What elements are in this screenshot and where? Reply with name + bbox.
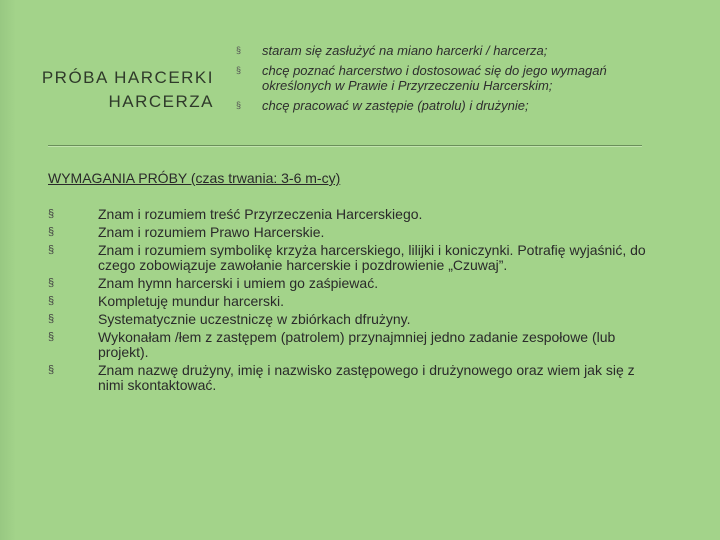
intro-list: [232, 43, 652, 118]
bullet-icon: §: [48, 364, 55, 376]
bullet-icon: §: [48, 295, 55, 307]
intro-item: [232, 98, 652, 113]
list-item-text: Znam hymn harcerski i umiem go zaśpiewać.: [98, 275, 379, 291]
list-item: [48, 363, 658, 393]
list-item-text: Znam i rozumiem treść Przyrzeczenia Harcerskiego.: [98, 206, 423, 222]
bullet-icon: §: [236, 45, 242, 55]
horizontal-divider: [48, 145, 642, 146]
bullet-icon: §: [48, 226, 55, 238]
list-item-text: Kompletuję mundur harcerski.: [98, 293, 284, 309]
intro-item: [232, 63, 652, 93]
requirements-heading: [48, 170, 340, 186]
list-item-text: Wykonałam /łem z zastępem (patrolem) przynajmniej jedno zadanie zespołowe (lub projekt).: [98, 329, 616, 360]
list-item-text: Znam i rozumiem symbolikę krzyża harcerskiego, lilijki i koniczynki. Potrafię wyjaśnić, do czego zobowiązuje zawołanie harcerskie i pozdrowienie „Czuwaj”.: [98, 242, 646, 273]
requirements-list: [48, 207, 658, 396]
list-item: [48, 276, 658, 291]
list-item-text: Znam nazwę drużyny, imię i nazwisko zastępowego i drużynowego oraz wiem jak się z nimi skontaktować.: [98, 362, 635, 393]
title-line-1: PRÓBA HARCERKI: [41, 68, 214, 87]
list-item-text: Systematycznie uczestniczę w zbiórkach dfrużyny.: [98, 311, 411, 327]
bullet-icon: §: [236, 65, 242, 75]
title-line-2: HARCERZA: [108, 92, 214, 111]
bullet-icon: §: [48, 208, 55, 220]
intro-item-text: chcę poznać harcerstwo i dostosować się do jego wymagań określonych w Prawie i Przyrzeczeniu Harcerskim;: [262, 63, 607, 93]
list-item: [48, 294, 658, 309]
intro-item: [232, 43, 652, 58]
list-item: [48, 225, 658, 240]
list-item: [48, 330, 658, 360]
list-item-text: Znam i rozumiem Prawo Harcerskie.: [98, 224, 325, 240]
bullet-icon: §: [48, 331, 55, 343]
left-accent-bar: [0, 0, 16, 540]
intro-item-text: staram się zasłużyć na miano harcerki / harcerza;: [262, 43, 548, 58]
bullet-icon: §: [48, 277, 55, 289]
slide-title: [22, 66, 214, 114]
bullet-icon: §: [48, 244, 55, 256]
bullet-icon: §: [48, 313, 55, 325]
bullet-icon: §: [236, 100, 242, 110]
list-item: [48, 243, 658, 273]
intro-item-text: chcę pracować w zastępie (patrolu) i drużynie;: [262, 98, 529, 113]
requirements-heading-main: WYMAGANIA PRÓBY: [48, 170, 187, 186]
list-item: [48, 207, 658, 222]
requirements-heading-duration: (czas trwania: 3-6 m-cy): [187, 170, 341, 186]
list-item: [48, 312, 658, 327]
